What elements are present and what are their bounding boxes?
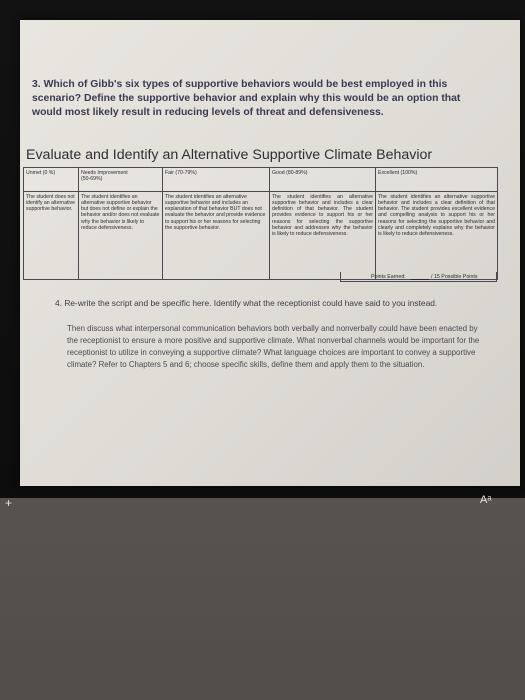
points-earned-blank: [411, 279, 429, 280]
header-unmet: Unmet (0 %): [24, 168, 79, 192]
cell-unmet: The student does not identify an alternative supportive behavior.: [24, 192, 79, 280]
header-needs-improvement-label: Needs Improvement: [81, 169, 128, 176]
question-4-heading: Re-write the script and be specific here. Identify what the receptionist could have said to you instead.: [64, 298, 438, 308]
question-3-text: Which of Gibb's six types of supportive behaviors would be best employed in this scenario? Define the supportive behavior and explain why this would be an option that would most likely result in reducing levels of threat and defensiveness.: [32, 79, 461, 118]
points-possible: / 15 Possible Points: [431, 274, 478, 280]
question-4-paragraph: Then discuss what interpersonal communication behaviors both verbally and nonverbally could have been enacted by the receptionist to ensure a more positive and supportive climate. What nonverbal channels would be important for the receptionist to utilize in conveying a supportive climate? What language choices are important to convey a supportive climate? Refer to Chapters 5 and 6; choose specific skills, define them and apply them to the situation.: [67, 324, 480, 369]
question-3-number: 3.: [32, 79, 41, 90]
points-row: [340, 272, 497, 282]
header-needs-improvement-range: (50-69%): [81, 175, 103, 182]
crosshair-cursor-icon: +: [5, 496, 13, 510]
rubric-table: [23, 167, 498, 280]
rubric-header-row: [24, 168, 498, 192]
cell-excellent: The student identifies an alternative supportive behavior and includes a clear definition of that behavior. The student provides excellent evidence and compelling analysis to support his or her reasons for selecting the supportive behavior and clearly and completely explains why the behavior is likely to reduce defensiveness.: [376, 192, 498, 280]
read-aloud-icon[interactable]: Aᵃ: [480, 494, 492, 506]
question-3: [32, 78, 487, 120]
header-good: Good (80-89%): [270, 168, 376, 192]
cell-needs-improvement: The student identifies an alternative supportive behavior but does not define or explain the behavior and/or does not evaluate why the behavior is likely to reduce defensiveness.: [79, 192, 163, 280]
rubric-criteria-row: [24, 192, 498, 280]
question-4-number: 4.: [55, 298, 62, 308]
cell-good: The student identifies an alternative supportive behavior and includes a clear definition of that behavior. The student provides evidence to support his or her reasons for selecting the supportive behavior and addresses why the behavior is likely to reduce defensiveness.: [270, 192, 376, 280]
header-fair: Fair (70-79%): [163, 168, 270, 192]
rubric-title: Evaluate and Identify an Alternative Supportive Climate Behavior: [26, 147, 433, 163]
points-earned-label: Points Earned:: [371, 274, 406, 280]
cell-fair: The student identifies an alternative supportive behavior and includes an explanation of that behavior BUT does not evaluate the behavior and provide evidence to support his or her reasons for selecting the supportive behavior.: [163, 192, 270, 280]
header-needs-improvement: [79, 168, 163, 192]
header-excellent: Excellent (100%): [376, 168, 498, 192]
question-4: [55, 298, 495, 308]
